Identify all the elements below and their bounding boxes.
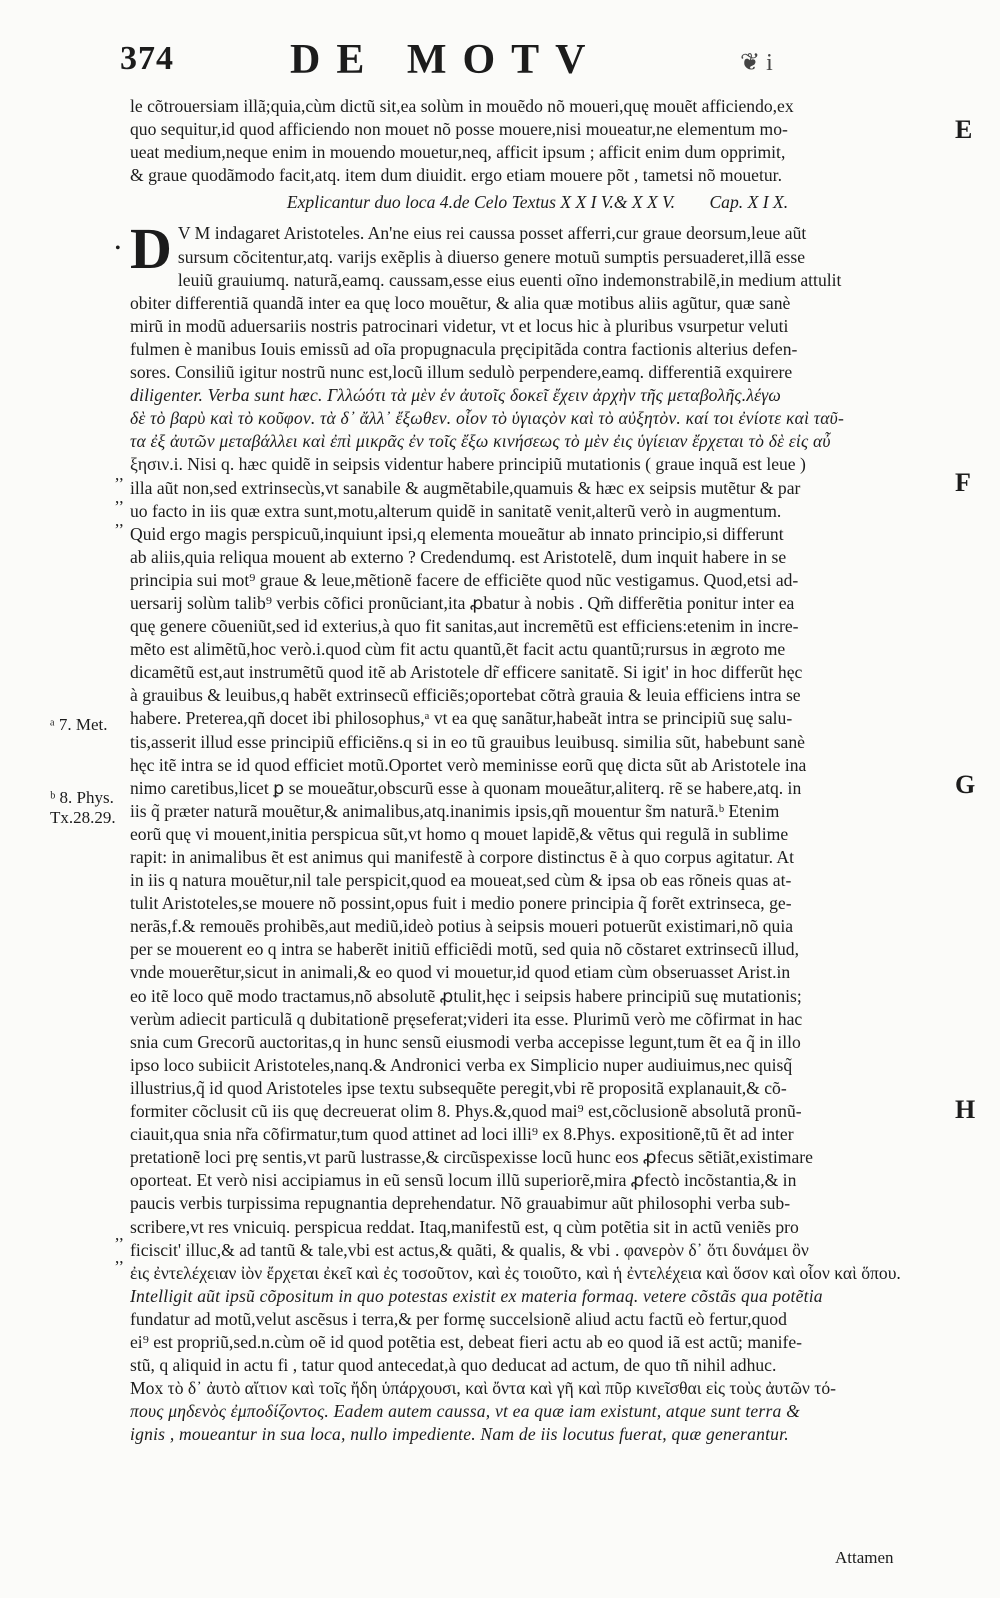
text-line: tulit Aristoteles,se mouere nõ possint,opus fuit i medio ponere principia q̃ forẽt extrinseca, ge- bbox=[130, 893, 792, 914]
main-paragraph bbox=[130, 216, 945, 1446]
paragraph-bullet: • bbox=[115, 240, 121, 257]
text-line: nimo caretibus,licet ꝑ se moueãtur,obscurũ esse à quonam moueãtur,aliterq. rẽ se habere,atq. in bbox=[130, 777, 802, 798]
text-line: obiter differentiã quandã inter ea quę loco mouẽtur, & alia quæ motibus aliis agũtur, quæ sanè bbox=[130, 292, 791, 313]
text-line: dicamẽtũ est,aut instrumẽtũ quod itẽ ab Aristotele dr̃ efficere sanitatẽ. Si igit' in hoc differũt hęc bbox=[130, 662, 803, 683]
intro-passage bbox=[130, 95, 945, 187]
text-line: τα ἐξ ἀυτῶν μεταβάλλει καὶ ἐπὶ μικρᾶς ἐν τοῖς ἔξω κινήσεως τὸ μὲν ἐις ὑγίειαν ἔρχεται τὸ δὲ εἰς αὖ bbox=[130, 431, 831, 452]
text-line: stũ, q aliquid in actu fi , tatur quod antecedat,à quo deducat ad actum, de quo tñ nihil adhuc. bbox=[130, 1355, 777, 1376]
text-line: eorũ quę vi mouent,initia perspicua sũt,vt homo q mouet lapidẽ,& vẽtus qui regulã in sublime bbox=[130, 823, 789, 844]
text-line: paucis verbis turpissima repugnantia deprehendatur. Nõ grauabimur aũt philosophi verba sub- bbox=[130, 1193, 791, 1214]
text-line: δὲ τὸ βαρὺ καὶ τὸ κοῦφον. τὰ δ᾽ ἄλλ᾽ ἔξωθεν. οἷον τὸ ὑγιαςὸν καὶ τὸ αὐξητὸν. καί τοι ἐνίοτε καὶ ταῦ- bbox=[130, 408, 845, 429]
text-line: à grauibus & leuibus,q habẽt extrinsecũ efficiẽs;oportebat cõtrà grauia & leuia efficiens intra se bbox=[130, 685, 801, 706]
text-line: scribere,vt res vnicuiq. perspicua reddat. Itaq,manifestũ est, q cùm potẽtia sit in actũ veniẽs pro bbox=[130, 1216, 799, 1237]
text-line: mẽto est alimẽtũ,hoc verò.i.quod cùm fit actu quantũ,ẽt facit actu quantũ;rursus in ægroto me bbox=[130, 639, 786, 660]
text-line: sursum cõcitentur,atq. varijs exẽplis à diuerso genere motuũ sumptis persuaderet,illã esse bbox=[177, 246, 806, 267]
catchword: Attamen bbox=[835, 1548, 894, 1567]
text-line: ἐις ἐντελέχειαν ἰὸν ἔρχεται ἐκεῖ καὶ ἐς τοσοῦτον, καὶ ἐς τοιοῦτο, καὶ ἡ ἐντελέχεια καὶ ὅσον καὶ οἷον καὶ ὅπου. bbox=[130, 1262, 901, 1283]
running-head: DE MOTV bbox=[290, 37, 602, 83]
text-line: in iis q natura mouẽtur,nil tale perspicit,quod ea moueat,sed cùm & ipsa ob eas rõneis quas at- bbox=[130, 870, 792, 891]
drop-cap: D bbox=[130, 216, 172, 282]
text-line: verùm adiecit particulã q dubitationẽ pręseferat;videri ita esse. Plurimũ verò me cõfirmat in hac bbox=[130, 1008, 803, 1029]
text-line: habere. Preterea,qñ docet ibi philosophus,ᵃ vt ea quę sanãtur,habeãt intra se principiũ suę salu- bbox=[130, 708, 793, 729]
text-line: fundatur ad motũ,velut ascẽsus i terra,& per formę succelsionẽ aliud actu factũ eò fertur,quod bbox=[130, 1308, 787, 1329]
text-line: mirũ in modũ aduersariis nostris patrocinari videtur, vt et locus hic à pluribus vsurpetur veluti bbox=[130, 315, 789, 336]
text-line: illa aũt non,sed extrinsecùs,vt sanabile & augmẽtabile,quamuis & hæc ex seipsis mutẽtur & par bbox=[130, 477, 801, 498]
text-line: vnde mouerẽtur,sicut in animali,& eo quod vi mouetur,id quod etiam cùm obseruasset Arist.in bbox=[130, 962, 791, 983]
text-line: V M indagaret Aristoteles. An'ne eius rei caussa posset afferri,cur graue deorsum,leue aũt bbox=[177, 223, 807, 244]
text-line: nerãs,f.& remouẽs prohibẽs,aut mediũ,ideò potius à seipsis moueri potuerũt existimari,nõ quia bbox=[130, 916, 794, 937]
quote-mark: ,, bbox=[115, 511, 124, 530]
text-line: eo itẽ loco quẽ modo tractamus,nõ absolutẽ ꝓtulit,hęc i seipsis habere principiũ suę mutationis; bbox=[130, 985, 802, 1006]
text-line: Intelligit aũt ipsũ cõpositum in quo potestas existit ex materia formaq. vetere cõstãs qua potẽtia bbox=[130, 1285, 823, 1306]
margin-note-text-ref: Tx.28.29. bbox=[50, 808, 116, 827]
text-line: oporteat. Et verò nisi accipiamus in eũ sensũ locum illũ superiorẽ,mira ꝓfectò incõstantia,& in bbox=[130, 1170, 797, 1191]
text-line: Mox τὸ δ᾽ ἀυτὸ αἴτιον καὶ τοῖς ἤδη ὑπάρχουσι, καὶ ὄντα καὶ γῆ καὶ πῦρ κινεῖσθαι εἰς τοὺς ἀυτῶν τό- bbox=[130, 1378, 836, 1399]
text-line: snia cum Grecorũ auctoritas,q in hunc sensũ eiusmodi verba accepisse legunt,tum ẽt ea q̃ in illo bbox=[130, 1031, 801, 1052]
text-line: formiter cõclusit cũ iis quę decreuerat olim 8. Phys.&,quod mai⁹ est,cõclusionẽ absolutã pronũ- bbox=[130, 1101, 802, 1122]
section-letter-e: E bbox=[955, 115, 973, 144]
text-line: diligenter. Verba sunt hæc. Γλλώότι τὰ μὲν ἐν ἀυτοῖς δοκεῖ ἔχειν ἀρχὴν τῆς μεταβολῆς.λέγω bbox=[130, 385, 782, 406]
text-line: quę genere cõueniũt,sed id exterius,à quo fit sanitas,aut incremẽtũ est efficiens:etenim in incre- bbox=[130, 616, 799, 637]
text-line: per se mouerent eo q intra se haberẽt initiũ efficiẽdi motũ, sed quia nõ cõstaret extrinsecũ illud, bbox=[130, 939, 800, 960]
text-line: ueat medium,neque enim in mouendo mouetur,neq, afficit ipsum ; afficit enim dum opprimit, bbox=[130, 142, 786, 163]
chapter-heading bbox=[130, 187, 945, 218]
text-line: ficiscit' illuc,& ad tantũ & tale,vbi est actus,& quãti, & qualis, & vbi . φανερὸν δ᾽ ὅτι δυνάμει ὂν bbox=[130, 1239, 809, 1260]
section-letter-h: H bbox=[955, 1095, 976, 1124]
quote-mark: ,, bbox=[115, 465, 124, 484]
section-letter-f: F bbox=[955, 468, 971, 497]
text-line: illustrius,q̃ id quod Aristoteles ipse textu subsequẽte peregit,vbi rẽ propositã explanauit,& cõ- bbox=[130, 1077, 787, 1098]
text-line: tis,asserit illud esse principiũ efficiẽns.q si in eo tũ grauibus leuibusq. similia sũt, habebunt sanè bbox=[130, 731, 805, 752]
quote-mark: ,, bbox=[115, 488, 124, 507]
text-line: leuiũ grauiumq. naturã,eamq. caussam,esse eius euenti oĩno indemonstrabilẽ,in medium attulit bbox=[177, 269, 842, 290]
text-line: principia sui mot⁹ graue & leue,mẽtionẽ facere de efficiẽte quod nũc vestigamus. Quod,etsi ad- bbox=[130, 569, 799, 590]
text-line: fulmen è manibus Iouis emissũ ad oĩa propugnacula pręcipitãda contra factionis alterius defen- bbox=[130, 338, 798, 359]
chapter-number: Cap. X I X. bbox=[709, 192, 789, 213]
text-line: hęc itẽ intra se id quod efficiet motũ.Oportet verò meminisse eorũ quę dicta sũt ab Aristotele ina bbox=[130, 754, 807, 775]
text-line: ξησιν.i. Nisi q. hæc quidẽ in seipsis videntur habere principiũ mutationis ( graue inquã est leue ) bbox=[130, 454, 806, 475]
text-line: Quid ergo magis perspicuũ,inquiunt ipsi,q elementa moueãtur ab innato principio,si differunt bbox=[130, 523, 784, 544]
text-line: sores. Consiliũ igitur nostrũ nunc est,locũ illum sedulò perpendere,eamq. differentiã exquirere bbox=[130, 362, 793, 383]
text-line: ei⁹ est propriũ,sed.n.cùm oẽ id quod potẽtia est, debeat fieri actu ab eo quod iã est actũ; manife- bbox=[130, 1331, 803, 1352]
chapter-title: Explicantur duo loca 4.de Celo Textus X X I V.& X X V. bbox=[286, 192, 676, 213]
paragraph-lines bbox=[130, 216, 945, 1446]
text-line: pretationẽ loci prę sentis,vt parũ lustrasse,& circũspexisse locũ hunc eos ꝓfecus sẽtiãt,existimare bbox=[130, 1147, 813, 1168]
quote-mark: ,, bbox=[115, 1248, 124, 1267]
text-line: iis q̃ præter naturã mouẽtur,& animalibus,atq.inanimis ipsis,qñ mouentur s̃m naturã.ᵇ Etenim bbox=[130, 800, 780, 821]
margin-note-physics: ᵇ 8. Phys. bbox=[50, 788, 114, 807]
quote-mark: ,, bbox=[115, 1225, 124, 1244]
text-line: & graue quodãmodo facit,atq. item dum diuidit. ergo etiam mouere põt , tametsi nõ mouetur. bbox=[130, 165, 782, 186]
page-number: 374 bbox=[120, 40, 174, 77]
text-line: le cõtrouersiam illã;quia,cùm dictũ sit,ea solùm in mouẽdo nõ moueri,quę mouẽt afficiendo,ex bbox=[130, 96, 794, 116]
section-letter-g: G bbox=[955, 770, 976, 799]
text-line: ignis , moueantur in sua loca, nullo impediente. Nam de iis locutus fuerat, quæ generantur. bbox=[130, 1424, 789, 1445]
text-line: ab aliis,quia reliqua mouent ab externo ? Credendumq. est Aristotelẽ, dum inquit habere in se bbox=[130, 546, 787, 567]
text-line: uersarij solùm talib⁹ verbis cõfici pronũciant,ita ꝓbatur à nobis . Qm̃ differẽtia ponitur inter ea bbox=[130, 592, 795, 613]
text-body bbox=[130, 95, 945, 1446]
text-line: πους μηδενὸς ἐμποδίζοντος. Eadem autem caussa, vt ea quæ iam existunt, atque sunt terra & bbox=[130, 1401, 800, 1422]
text-line: uo facto in iis quæ extra sunt,motu,alterum quidẽ in sanitatẽ venit,alterũ verò in augmentum. bbox=[130, 500, 782, 521]
text-line: ipso loco subiicit Aristoteles,nanq.& Andronici verba ex Simplicio nuper audiuimus,nec quisq̃ bbox=[130, 1054, 793, 1075]
text-line: rapit: in animalibus ẽt est animus qui manifestẽ à corpore distinctus ẽ à quo corpus agitatur. At bbox=[130, 847, 795, 867]
head-ornament: ❦ i bbox=[740, 50, 773, 76]
text-line: quo sequitur,id quod afficiendo non mouet nõ posse mouere,nisi moueatur,ne elementum mo- bbox=[130, 119, 788, 140]
text-line: ciauit,qua snia nr̃a cõfirmatur,tum quod attinet ad loci illi⁹ ex 8.Phys. expositionẽ,tũ ẽt ad inter bbox=[130, 1124, 794, 1145]
margin-note-metaphysics: ᵃ 7. Met. bbox=[50, 715, 108, 734]
